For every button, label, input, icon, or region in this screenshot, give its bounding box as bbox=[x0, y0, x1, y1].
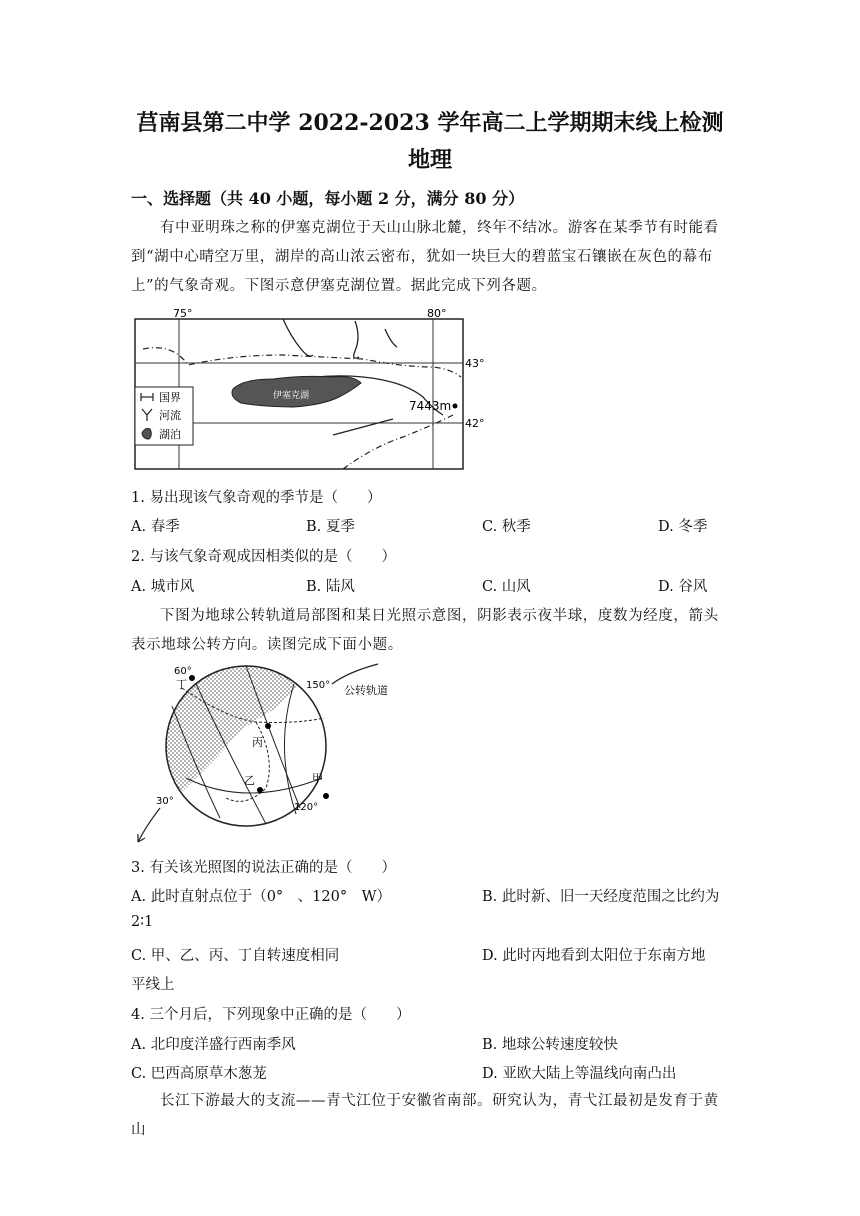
q1-option-d[interactable]: D. 冬季 bbox=[658, 519, 708, 535]
page-title: 莒南县第二中学 2022-2023 学年高二上学期期末线上检测 bbox=[136, 110, 724, 136]
point-ding-label: 丁 bbox=[176, 678, 187, 691]
q1-option-a[interactable]: A. 春季 bbox=[131, 519, 180, 535]
lat-42-label: 42° bbox=[465, 417, 485, 430]
label-30: 30° bbox=[156, 796, 174, 807]
q3-option-d[interactable]: D. 此时丙地看到太阳位于东南方地 bbox=[482, 948, 706, 964]
q3-option-c[interactable]: C. 甲、乙、丙、丁自转速度相同 bbox=[131, 948, 340, 964]
point-bing bbox=[265, 723, 271, 729]
q3-option-d-cont: 平线上 bbox=[131, 977, 175, 993]
orbit-arc-top bbox=[332, 664, 378, 684]
label-150: 150° bbox=[306, 680, 331, 691]
q2-option-b[interactable]: B. 陆风 bbox=[306, 579, 355, 595]
passage-3: 长江下游最大的支流——青弋江位于安徽省南部。研究认为，青弋江最初是发育于黄山 bbox=[131, 1093, 719, 1138]
passage-1: 有中亚明珠之称的伊塞克湖位于天山山脉北麓，终年不结冰。游客在某季节有时能看到“湖中心晴空万里，湖岸的高山浓云密布，犹如一块巨大的碧蓝宝石镶嵌在灰色的幕布上”的气象奇观。下图示意伊塞克湖位置。据此完成下列各题。 bbox=[131, 220, 719, 294]
point-yi bbox=[257, 787, 263, 793]
point-yi-label: 乙 bbox=[244, 774, 255, 787]
q4-option-d[interactable]: D. 亚欧大陆上等温线向南凸出 bbox=[482, 1066, 677, 1082]
lon-80-label: 80° bbox=[427, 307, 447, 320]
legend-river: 河流 bbox=[159, 409, 181, 422]
q2-option-a[interactable]: A. 城市风 bbox=[131, 579, 195, 595]
point-jia-label: 甲 bbox=[312, 772, 323, 785]
lake-label: 伊塞克湖 bbox=[273, 391, 310, 401]
peak-marker bbox=[453, 404, 458, 409]
passage-2: 下图为地球公转轨道局部图和某日光照示意图，阴影表示夜半球，度数为经度，箭头表示地球公转方向。读图完成下面小题。 bbox=[131, 608, 719, 653]
q4-option-c[interactable]: C. 巴西高原草木葱茏 bbox=[131, 1066, 267, 1082]
peak-label: 7443m bbox=[409, 399, 452, 413]
q1-option-c[interactable]: C. 秋季 bbox=[482, 519, 531, 535]
lat-43-label: 43° bbox=[465, 357, 485, 370]
q1-option-b[interactable]: B. 夏季 bbox=[306, 519, 355, 535]
legend-border: 国界 bbox=[159, 391, 181, 404]
q4-option-b[interactable]: B. 地球公转速度较快 bbox=[482, 1037, 618, 1053]
question-3-stem: 3. 有关该光照图的说法正确的是（ ） bbox=[131, 860, 396, 876]
q2-option-d[interactable]: D. 谷风 bbox=[658, 579, 708, 595]
issyk-kul-map bbox=[133, 307, 493, 472]
legend-lake: 湖泊 bbox=[159, 428, 181, 441]
night-hemisphere bbox=[126, 658, 306, 818]
question-4-stem: 4. 三个月后，下列现象中正确的是（ ） bbox=[131, 1007, 411, 1023]
q2-option-c[interactable]: C. 山风 bbox=[482, 579, 531, 595]
label-60: 60° bbox=[174, 666, 192, 677]
lon-75-label: 75° bbox=[173, 307, 193, 320]
q3-option-a[interactable]: A. 此时直射点位于（0° 、120° W） bbox=[131, 889, 391, 905]
globe-illumination-figure bbox=[126, 658, 390, 848]
q4-option-a[interactable]: A. 北印度洋盛行西南季风 bbox=[131, 1037, 296, 1053]
point-jia bbox=[323, 793, 329, 799]
page-subtitle: 地理 bbox=[407, 147, 452, 173]
label-120: 120° bbox=[294, 802, 319, 813]
question-2-stem: 2. 与该气象奇观成因相类似的是（ ） bbox=[131, 549, 396, 565]
q3-option-b[interactable]: B. 此时新、旧一天经度范围之比约为 bbox=[482, 889, 720, 905]
section-heading: 一、选择题（共 40 小题，每小题 2 分，满分 80 分） bbox=[131, 189, 525, 208]
point-bing-label: 丙 bbox=[252, 736, 263, 749]
question-1-stem: 1. 易出现该气象奇观的季节是（ ） bbox=[131, 490, 382, 506]
orbit-arc-bottom bbox=[138, 808, 160, 842]
orbit-label: 公转轨道 bbox=[344, 684, 388, 697]
q3-option-b-cont: 2∶1 bbox=[131, 914, 154, 930]
